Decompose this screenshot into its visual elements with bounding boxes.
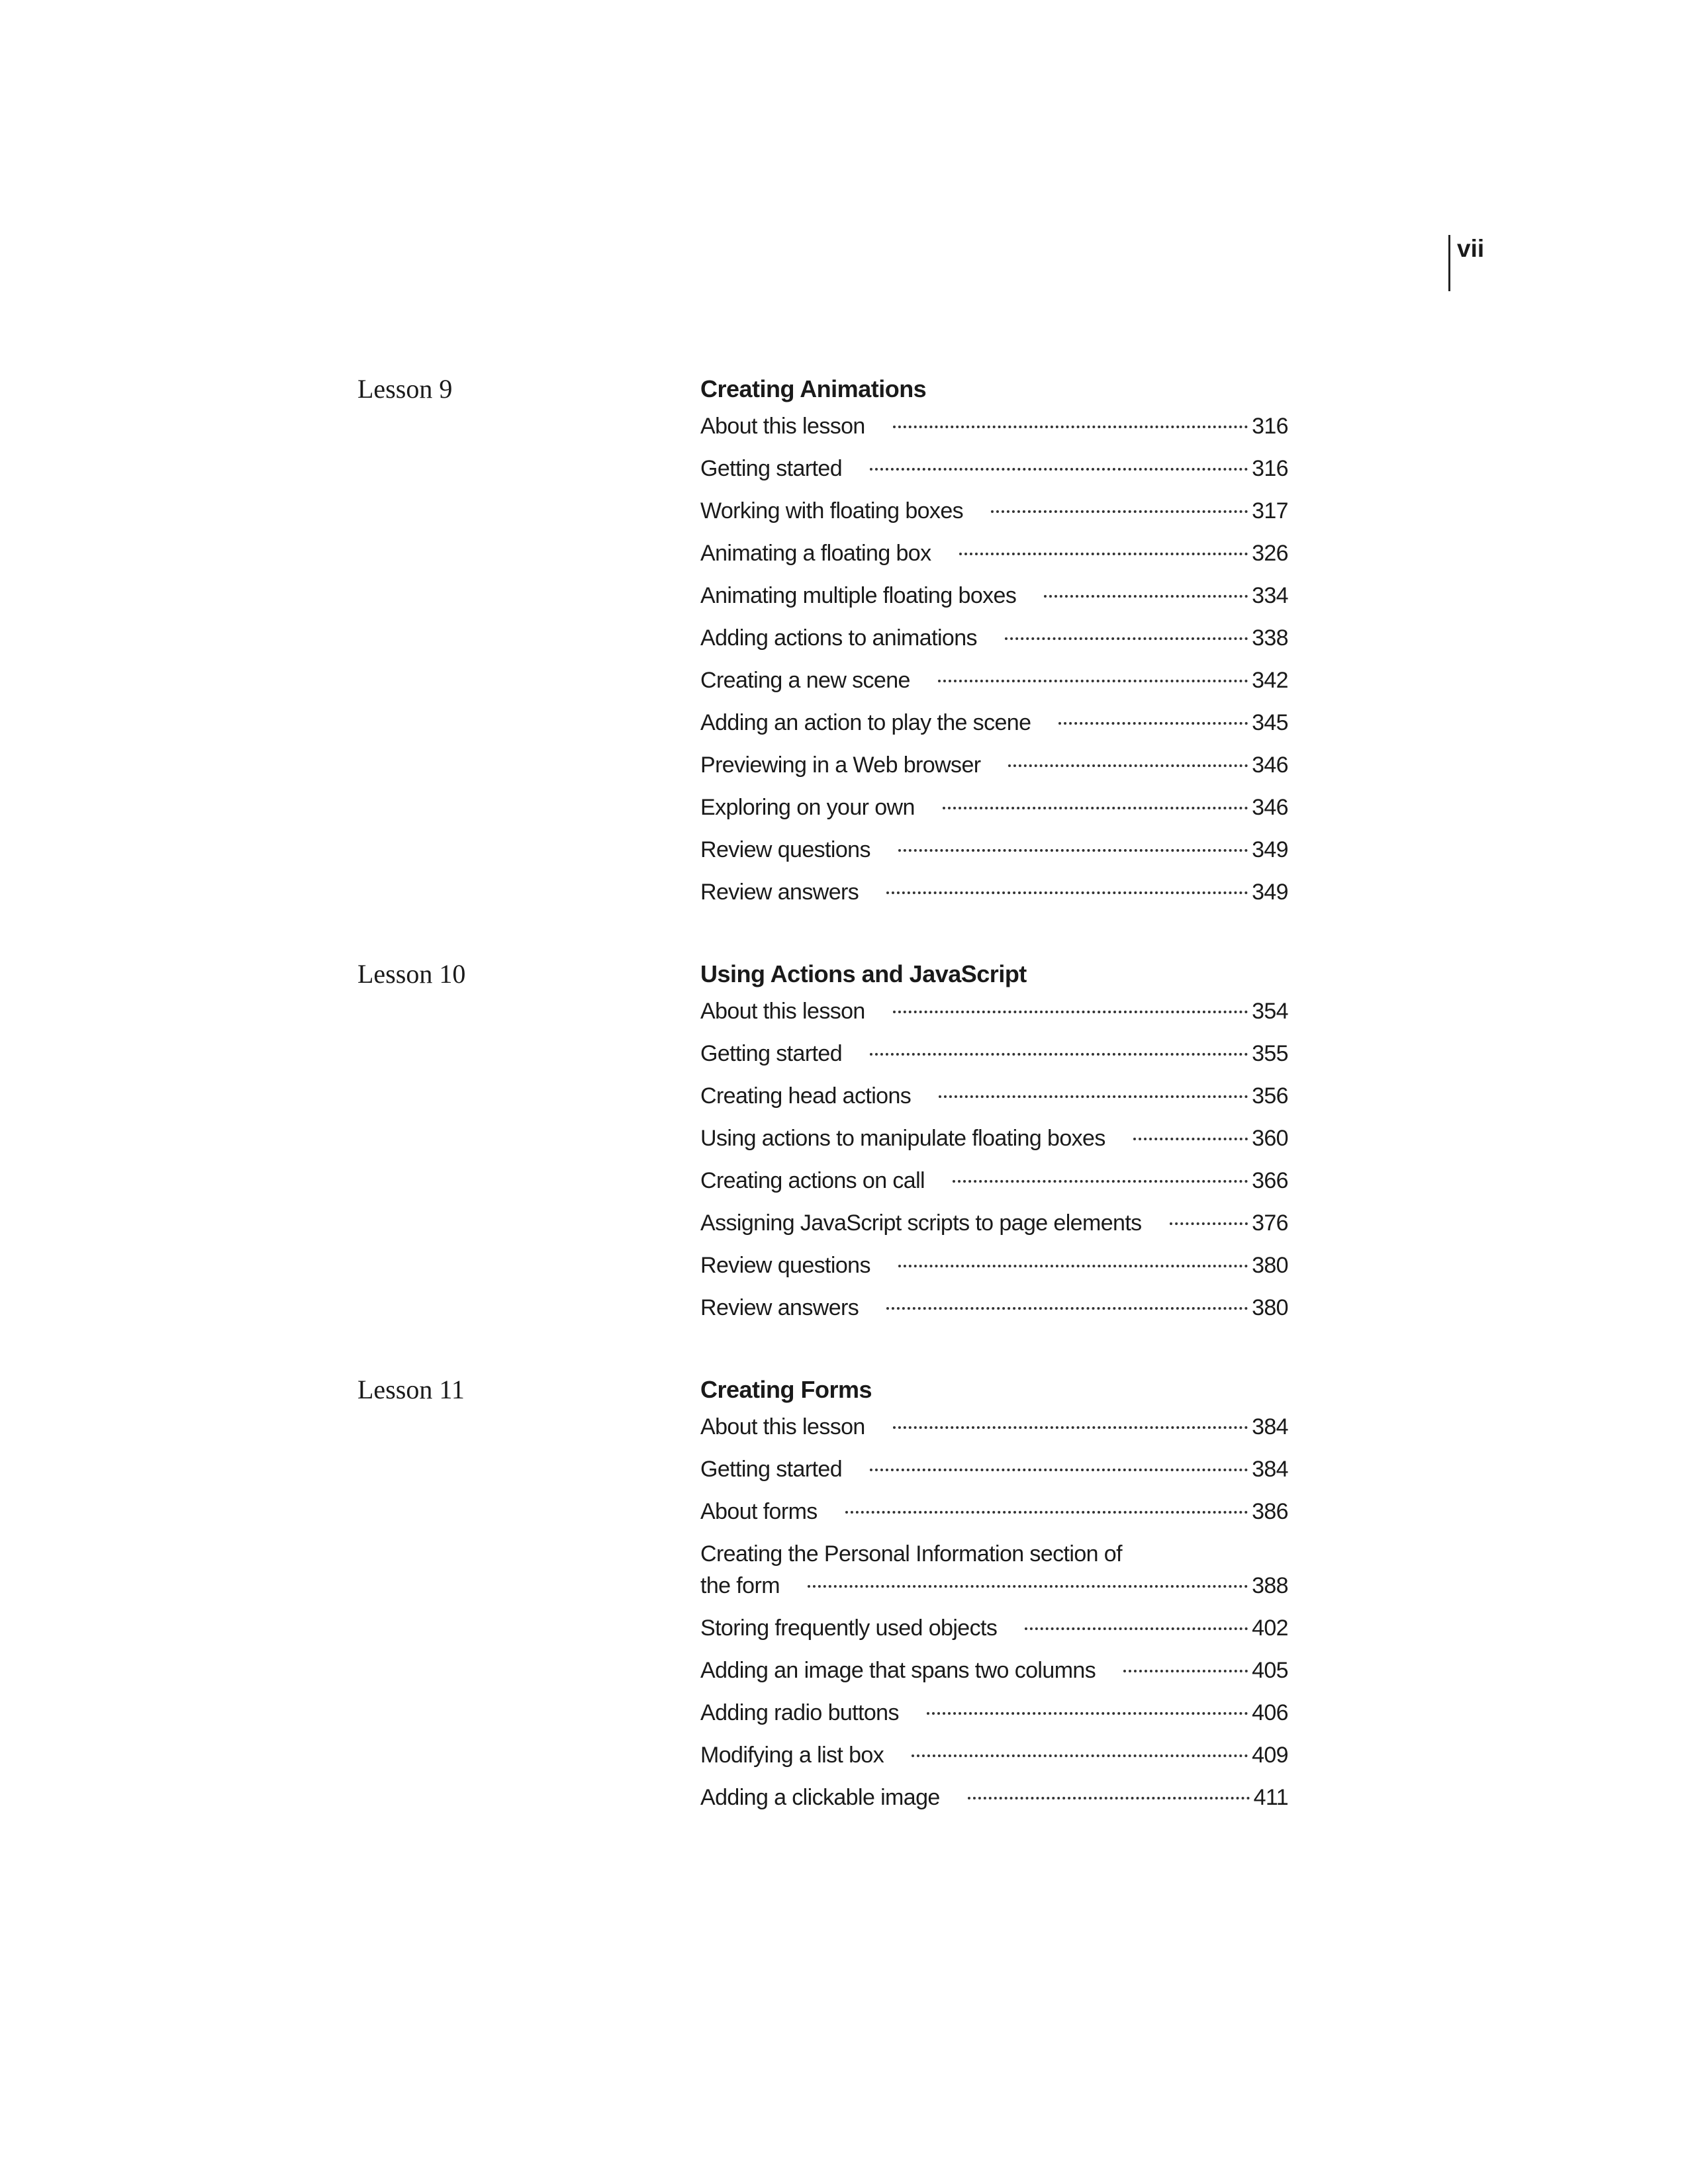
toc-page-number: 384 [1252, 1457, 1288, 1482]
toc-entry-label: Adding an image that spans two columns [700, 1658, 1096, 1683]
toc-entry[interactable] [700, 1781, 1288, 1823]
toc-entry-label: Creating head actions [700, 1083, 912, 1109]
dot-leader [886, 891, 1248, 894]
toc-entry-label: About this lesson [700, 999, 865, 1024]
toc-entry[interactable] [700, 1537, 1288, 1612]
toc-entry[interactable] [700, 995, 1288, 1037]
toc-entry[interactable] [700, 791, 1288, 833]
toc-page-number: 346 [1252, 752, 1288, 778]
toc-entry[interactable] [700, 1495, 1288, 1537]
toc-entry[interactable] [700, 706, 1288, 749]
dot-leader [1025, 1627, 1248, 1630]
toc-page-number: 380 [1252, 1295, 1288, 1320]
toc-entry[interactable] [700, 1122, 1288, 1164]
toc-page-number: 345 [1252, 710, 1288, 735]
lesson-label: Lesson 10 [357, 959, 466, 989]
toc-entry-label: Storing frequently used objects [700, 1615, 998, 1641]
toc-page-number: 366 [1252, 1168, 1288, 1193]
toc-entry-label: Adding radio buttons [700, 1700, 899, 1725]
dot-leader [1058, 722, 1248, 725]
toc-page-number: 354 [1252, 999, 1288, 1024]
toc-entry[interactable] [700, 664, 1288, 706]
toc-entry[interactable] [700, 1453, 1288, 1495]
toc-entry[interactable] [700, 1739, 1288, 1781]
toc-entry-label: Animating multiple floating boxes [700, 583, 1017, 608]
dot-leader [953, 1180, 1248, 1183]
dot-leader [893, 426, 1248, 428]
toc-entry[interactable] [700, 410, 1288, 452]
toc-entry-label: Creating a new scene [700, 668, 910, 693]
toc-entry[interactable] [700, 1249, 1288, 1291]
toc-entry-label: Adding a clickable image [700, 1785, 940, 1810]
toc-entry[interactable] [700, 452, 1288, 494]
toc-entry-label: About this lesson [700, 1414, 865, 1439]
toc-page-number: 326 [1252, 541, 1288, 566]
toc-entry[interactable] [700, 1079, 1288, 1122]
lesson-title: Using Actions and JavaScript [700, 960, 1027, 987]
dot-leader [845, 1511, 1248, 1514]
toc-entry-label: Adding an action to play the scene [700, 710, 1031, 735]
dot-leader [808, 1585, 1248, 1588]
toc-page-number: 342 [1252, 668, 1288, 693]
toc-entry-label: Getting started [700, 1041, 843, 1066]
toc-entry-label: Animating a floating box [700, 541, 931, 566]
toc-entry[interactable] [700, 537, 1288, 579]
toc-entry[interactable] [700, 876, 1288, 918]
toc-page-number: 316 [1252, 456, 1288, 481]
dot-leader [1170, 1222, 1248, 1225]
toc-entry-label: Working with floating boxes [700, 498, 964, 523]
toc-entry-label: Exploring on your own [700, 795, 915, 820]
toc-entry-label: Assigning JavaScript scripts to page elements [700, 1210, 1142, 1236]
toc-entry-label: Review questions [700, 837, 870, 862]
toc-entry[interactable] [700, 833, 1288, 876]
dot-leader [912, 1754, 1248, 1757]
toc-entry[interactable] [700, 1654, 1288, 1696]
toc-entry[interactable] [700, 1164, 1288, 1206]
toc-entry-label: Modifying a list box [700, 1743, 884, 1768]
toc-page-number: 402 [1252, 1615, 1288, 1641]
toc-page-number: 405 [1252, 1658, 1288, 1683]
toc-page-number: 349 [1252, 880, 1288, 905]
toc-entry[interactable] [700, 494, 1288, 537]
toc-entry[interactable] [700, 621, 1288, 664]
toc-entry[interactable] [700, 579, 1288, 621]
toc-page-number: 406 [1252, 1700, 1288, 1725]
lesson-title: Creating Animations [700, 375, 927, 402]
toc-entry[interactable] [700, 749, 1288, 791]
toc-entry-label: Getting started [700, 1457, 843, 1482]
toc-entries [700, 995, 1288, 1334]
toc-entry-label: Creating actions on call [700, 1168, 925, 1193]
dot-leader [959, 553, 1248, 555]
dot-leader [898, 849, 1248, 852]
toc-page-number: 316 [1252, 414, 1288, 439]
toc-entry[interactable] [700, 1206, 1288, 1249]
toc-page-number: 346 [1252, 795, 1288, 820]
dot-leader [870, 1469, 1248, 1471]
toc-page-number: 317 [1252, 498, 1288, 523]
toc-page-number: 386 [1252, 1499, 1288, 1524]
dot-leader [938, 680, 1248, 682]
toc-page-number: 388 [1252, 1573, 1288, 1598]
toc-page-number: 349 [1252, 837, 1288, 862]
toc-entry-label: the form [700, 1573, 780, 1598]
toc-entry[interactable] [700, 1696, 1288, 1739]
toc-page-number: 334 [1252, 583, 1288, 608]
dot-leader [1008, 764, 1248, 767]
toc-entry-label: Review questions [700, 1253, 870, 1278]
toc-page-number: 356 [1252, 1083, 1288, 1109]
toc-entry-label: Getting started [700, 456, 843, 481]
toc-entry-label-line1: Creating the Personal Information section of [700, 1541, 1122, 1567]
lesson-label: Lesson 9 [357, 374, 453, 404]
page-number: vii [1448, 235, 1484, 291]
toc-page-number: 360 [1252, 1126, 1288, 1151]
dot-leader [886, 1307, 1248, 1310]
lesson-label: Lesson 11 [357, 1375, 465, 1404]
dot-leader [893, 1011, 1248, 1013]
toc-entry[interactable] [700, 1291, 1288, 1334]
toc-page-number: 411 [1253, 1785, 1288, 1810]
dot-leader [870, 1053, 1248, 1056]
dot-leader [1123, 1670, 1248, 1672]
toc-page-number: 384 [1252, 1414, 1288, 1439]
toc-page-number: 355 [1252, 1041, 1288, 1066]
lesson-title: Creating Forms [700, 1376, 872, 1403]
toc-page-number: 376 [1252, 1210, 1288, 1236]
toc-entry-label: Adding actions to animations [700, 625, 977, 651]
toc-entry-label: Review answers [700, 880, 859, 905]
dot-leader [927, 1712, 1248, 1715]
dot-leader [870, 468, 1248, 471]
dot-leader [939, 1095, 1248, 1098]
dot-leader [968, 1797, 1250, 1799]
toc-entries [700, 410, 1288, 918]
toc-entry-label: About this lesson [700, 414, 865, 439]
toc-entry-label: About forms [700, 1499, 818, 1524]
dot-leader [1044, 595, 1248, 598]
toc-entry[interactable] [700, 1612, 1288, 1654]
toc-page-number: 380 [1252, 1253, 1288, 1278]
toc-entry-label: Using actions to manipulate floating boxes [700, 1126, 1105, 1151]
dot-leader [893, 1426, 1248, 1429]
toc-entry-label: Previewing in a Web browser [700, 752, 981, 778]
dot-leader [943, 807, 1248, 809]
toc-entries [700, 1410, 1288, 1823]
dot-leader [1133, 1138, 1248, 1140]
dot-leader [991, 510, 1248, 513]
toc-page-number: 409 [1252, 1743, 1288, 1768]
toc-entry[interactable] [700, 1037, 1288, 1079]
toc-entry-label: Review answers [700, 1295, 859, 1320]
dot-leader [898, 1265, 1248, 1267]
dot-leader [1005, 637, 1248, 640]
toc-page-number: 338 [1252, 625, 1288, 651]
toc-entry[interactable] [700, 1410, 1288, 1453]
